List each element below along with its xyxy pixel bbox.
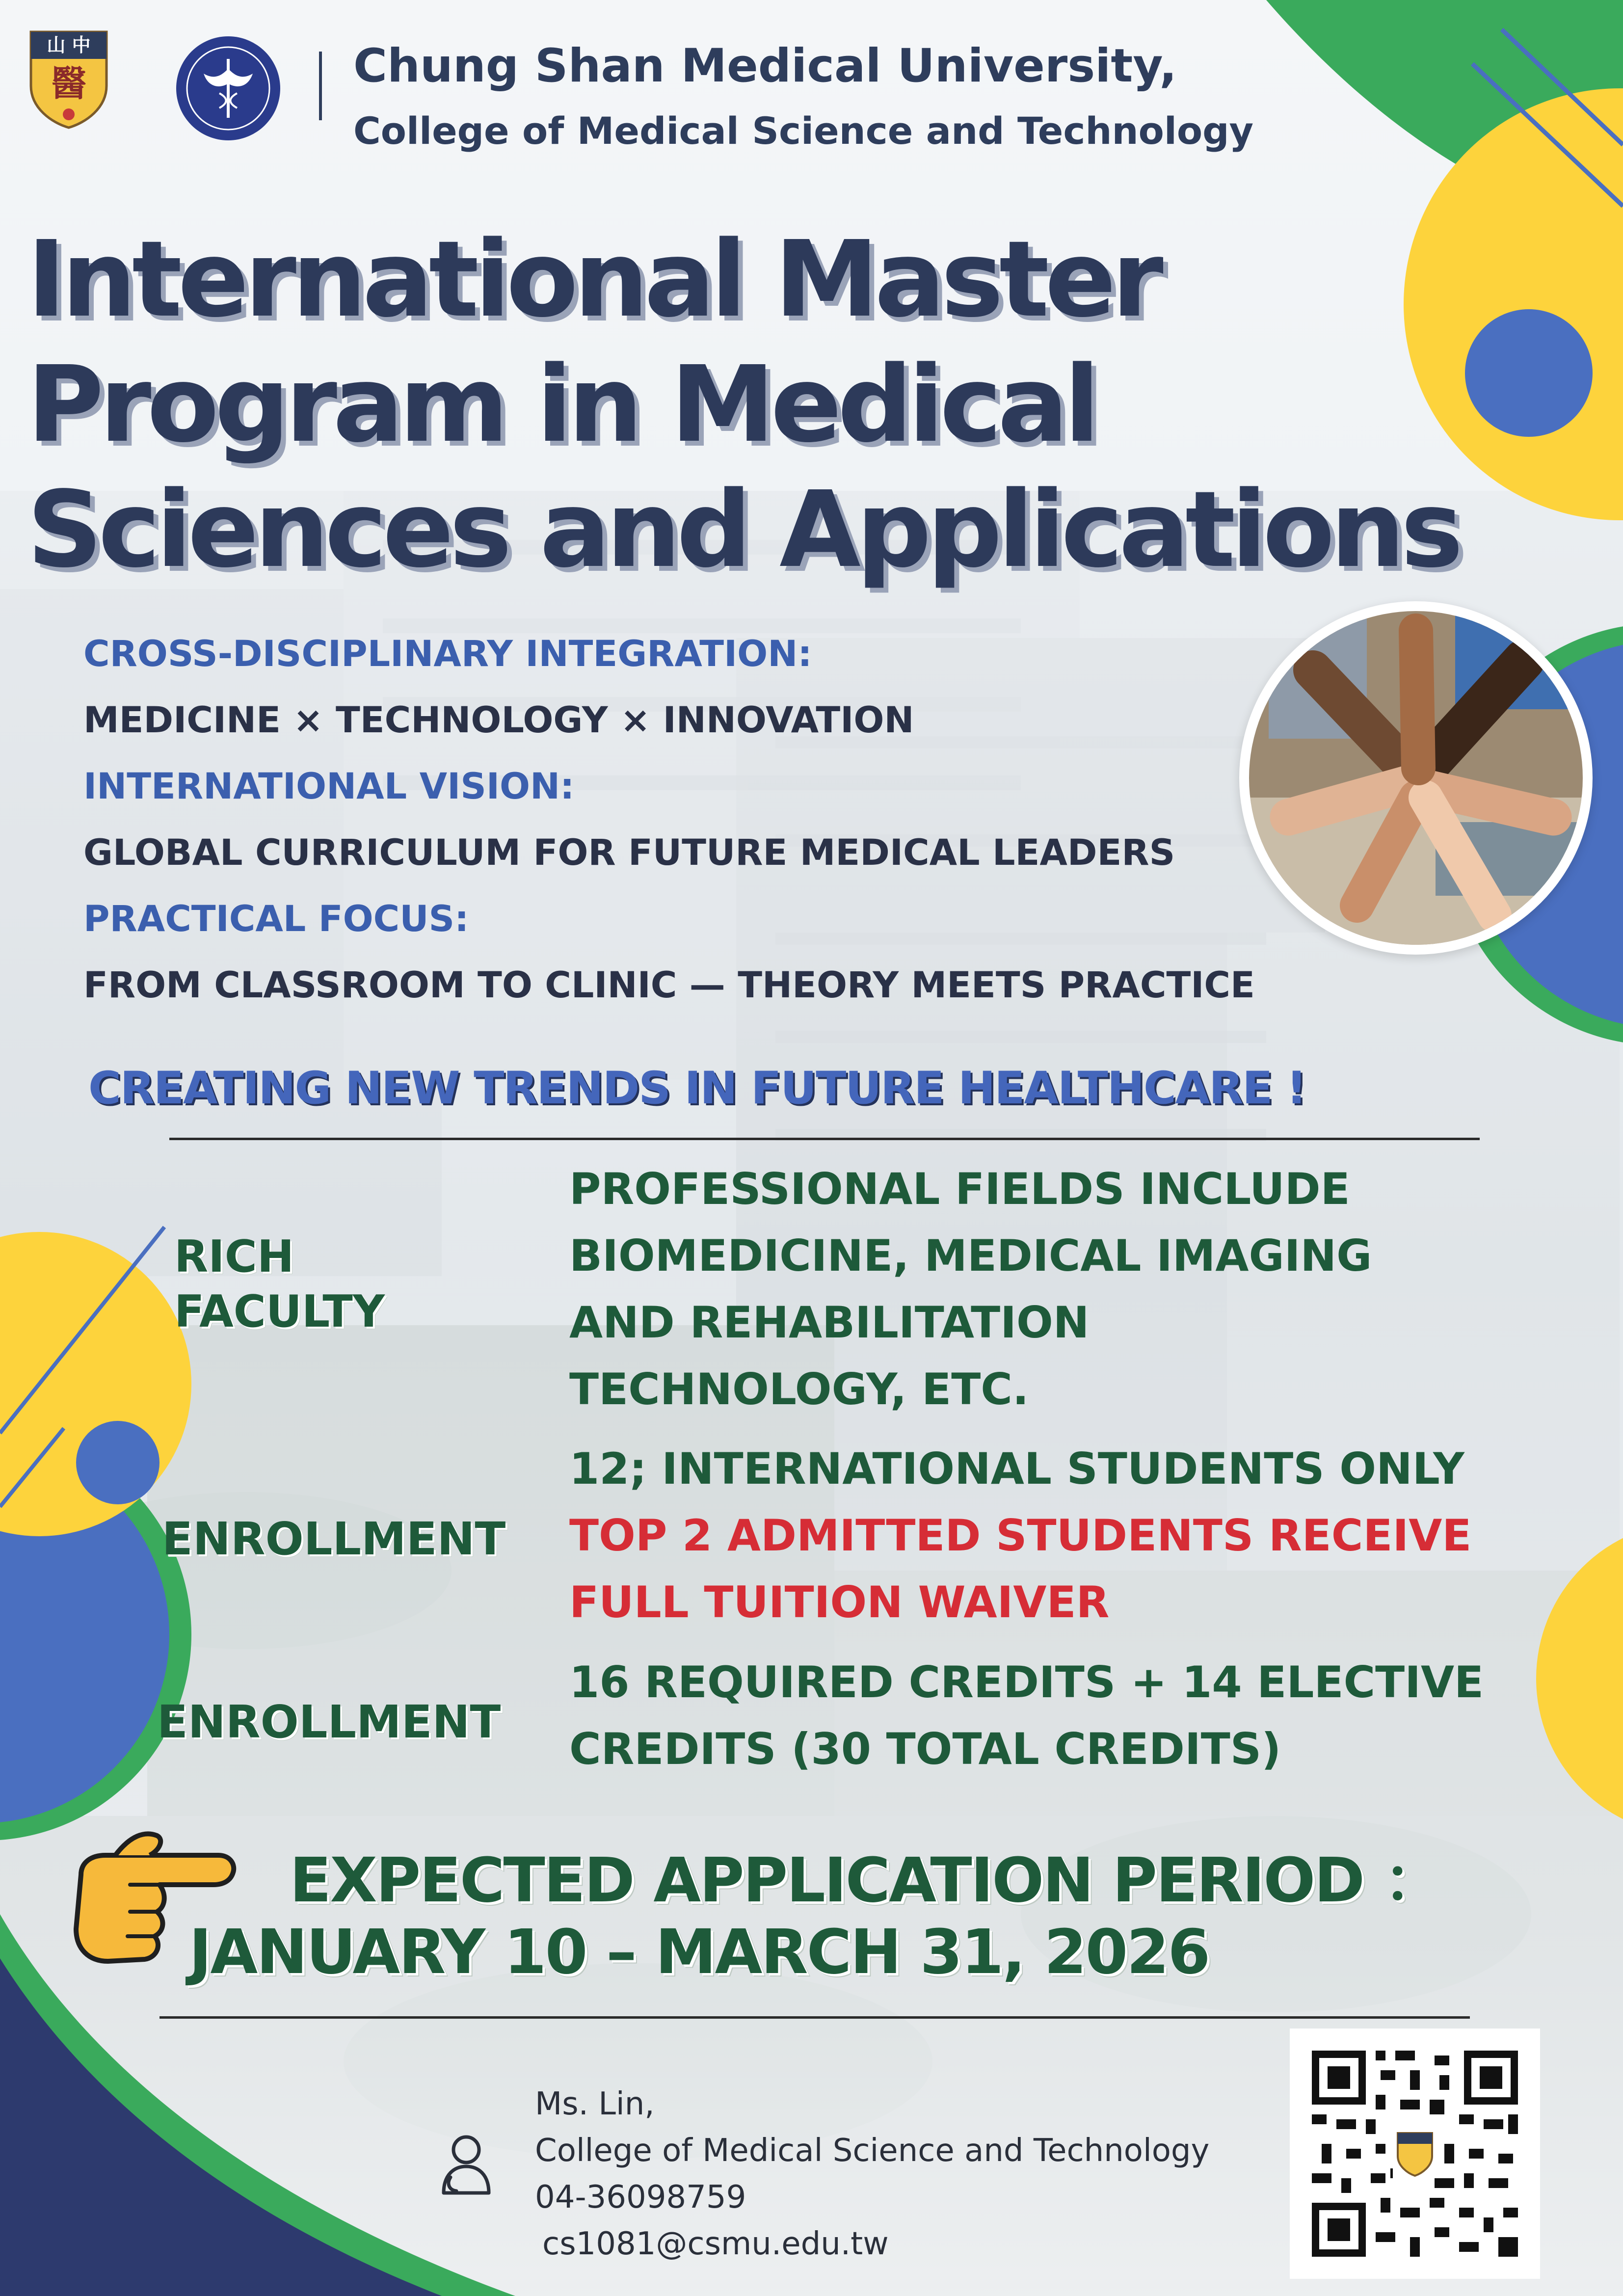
university-shield-logo	[27, 27, 110, 130]
feature-heading-vision: INTERNATIONAL VISION:	[83, 766, 575, 807]
feature-heading-practical: PRACTICAL FOCUS:	[83, 898, 469, 940]
title-line-3: Sciences and Applications	[27, 469, 1459, 591]
label-rich: RICH	[174, 1231, 294, 1282]
application-period-dates: JANUARY 10 – MARCH 31, 2026	[189, 1917, 1209, 1988]
qr-code-icon[interactable]	[1312, 2051, 1518, 2257]
feature-detail-vision: GLOBAL CURRICULUM FOR FUTURE MEDICAL LEADERS	[83, 832, 1175, 874]
contact-phone: 04-36098759	[535, 2179, 746, 2216]
college-name: College of Medical Science and Technology	[353, 109, 1254, 153]
divider-top	[169, 1138, 1480, 1140]
feature-heading-integration: CROSS-DISCIPLINARY INTEGRATION:	[83, 633, 812, 675]
teamwork-photo-frame	[1239, 601, 1593, 955]
faculty-line-1: PROFESSIONAL FIELDS INCLUDE	[569, 1164, 1350, 1214]
label-credits: ENROLLMENT	[157, 1696, 501, 1748]
waiver-line-2: FULL TUITION WAIVER	[569, 1577, 1110, 1628]
credits-info	[569, 1649, 1484, 1783]
enrollment-count: 12; INTERNATIONAL STUDENTS ONLY	[569, 1443, 1464, 1494]
feature-detail-integration: MEDICINE × TECHNOLOGY × INNOVATION	[83, 699, 914, 741]
label-faculty: FACULTY	[174, 1286, 385, 1337]
label-enrollment: ENROLLMENT	[162, 1513, 506, 1565]
contact-person-icon	[437, 2130, 496, 2199]
contact-email[interactable]: cs1081@csmu.edu.tw	[542, 2226, 889, 2262]
slogan: CREATING NEW TRENDS IN FUTURE HEALTHCARE !	[88, 1063, 1306, 1114]
divider-bottom	[160, 2016, 1470, 2019]
title-line-1: International Master	[27, 218, 1159, 341]
qr-code-box	[1290, 2029, 1540, 2279]
shield-top-text: 山 中	[47, 34, 91, 56]
credits-line-1: 16 REQUIRED CREDITS + 14 ELECTIVE	[569, 1657, 1484, 1708]
feature-detail-practical: FROM CLASSROOM TO CLINIC — THEORY MEETS PRACTICE	[83, 964, 1255, 1006]
university-name: Chung Shan Medical University,	[353, 39, 1177, 93]
faculty-line-3: AND REHABILITATION	[569, 1297, 1090, 1348]
faculty-line-4: TECHNOLOGY, ETC.	[569, 1364, 1029, 1415]
faculty-info	[569, 1156, 1372, 1423]
teamwork-photo	[1249, 611, 1583, 945]
contact-name: Ms. Lin,	[535, 2086, 655, 2122]
tuition-waiver-info	[569, 1502, 1471, 1636]
application-period-heading: EXPECTED APPLICATION PERIOD ：	[290, 1845, 1443, 1916]
contact-department: College of Medical Science and Technology	[535, 2133, 1210, 2169]
label-rich-faculty	[174, 1229, 385, 1339]
college-emblem-icon	[174, 34, 282, 142]
credits-line-2: CREDITS (30 TOTAL CREDITS)	[569, 1724, 1281, 1774]
faculty-line-2: BIOMEDICINE, MEDICAL IMAGING	[569, 1230, 1372, 1281]
header-divider	[319, 52, 322, 120]
shield-mid-text: 醫	[51, 63, 87, 104]
waiver-line-1: TOP 2 ADMITTED STUDENTS RECEIVE	[569, 1510, 1472, 1561]
title-line-2: Program in Medical	[27, 344, 1096, 466]
